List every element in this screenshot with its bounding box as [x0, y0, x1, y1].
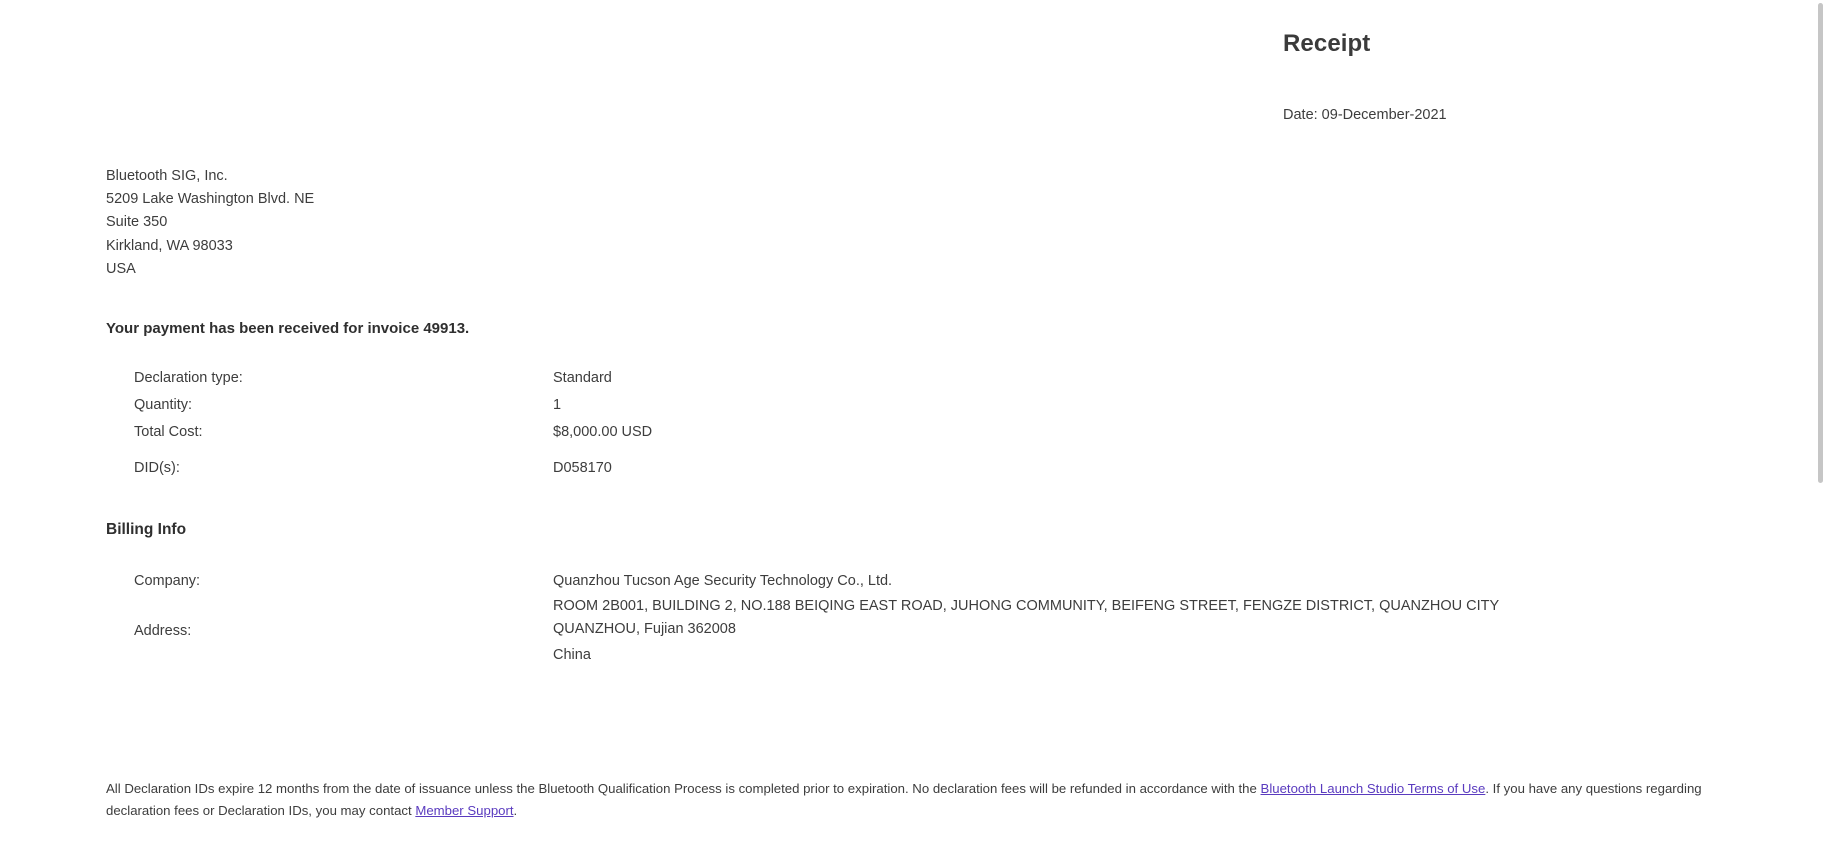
page-title: Receipt — [1283, 30, 1371, 58]
declaration-details-table — [134, 365, 652, 482]
sender-line-4: Kirkland, WA 98033 — [106, 237, 233, 254]
footer-text-2: . If you have any questions regarding declaration fees or Declaration IDs, you may contact — [106, 781, 1702, 818]
vertical-scrollbar[interactable] — [1817, 0, 1824, 855]
table-row — [134, 455, 652, 482]
address-label: Address: — [134, 622, 192, 639]
declaration-type-label: Declaration type: — [134, 370, 243, 386]
table-row — [134, 365, 652, 392]
address-spacer-label — [134, 595, 553, 618]
billing-info-heading: Billing Info — [106, 521, 187, 538]
footer-text-1: All Declaration IDs expire 12 months from the date of issuance unless the Bluetooth Qualification Process is completed prior to expiration. No declaration fees will be refunded in accordance with the — [106, 781, 1261, 796]
table-row — [134, 595, 1499, 618]
payment-statement: Your payment has been received for invoice 49913. — [106, 320, 470, 337]
company-value: Quanzhou Tucson Age Security Technology Co., Ltd. — [553, 573, 893, 589]
footer-disclaimer — [106, 778, 1744, 822]
receipt-date: Date: 09-December-2021 — [1283, 107, 1447, 123]
sender-address-block — [106, 165, 314, 281]
table-spacer-row — [134, 446, 652, 455]
sender-line-2: 5209 Lake Washington Blvd. NE — [106, 191, 315, 208]
sender-line-1: Bluetooth SIG, Inc. — [106, 168, 228, 184]
address-line-2: QUANZHOU, Fujian 362008 — [553, 620, 736, 637]
footer-text-3: . — [513, 803, 518, 818]
table-row — [134, 392, 652, 419]
address-line-3: China — [553, 647, 591, 663]
quantity-value: 1 — [553, 397, 562, 413]
total-cost-label: Total Cost: — [134, 424, 203, 440]
spacer-cell — [553, 446, 652, 455]
table-row — [134, 419, 652, 446]
table-row — [134, 618, 1499, 645]
quantity-label: Quantity: — [134, 397, 193, 413]
vertical-scrollbar-thumb[interactable] — [1818, 3, 1823, 483]
member-support-link[interactable]: Member Support — [415, 803, 514, 818]
billing-info-table — [134, 568, 1499, 667]
total-cost-value: $8,000.00 USD — [553, 424, 653, 440]
bluetooth-launch-studio-terms-link[interactable]: Bluetooth Launch Studio Terms of Use — [1260, 781, 1486, 796]
table-row — [134, 644, 1499, 667]
spacer-cell — [134, 446, 553, 455]
did-value: D058170 — [553, 460, 612, 476]
address-line-1: ROOM 2B001, BUILDING 2, NO.188 BEIQING EAST ROAD, JUHONG COMMUNITY, BEIFENG STREET, FENGZE DISTRICT, QUANZHOU CITY — [553, 597, 1500, 614]
declaration-type-value: Standard — [553, 370, 612, 386]
sender-line-3: Suite 350 — [106, 214, 168, 231]
table-row — [134, 568, 1499, 595]
did-label: DID(s): — [134, 460, 180, 476]
sender-line-5: USA — [106, 260, 136, 277]
address-spacer-label-2 — [134, 644, 553, 667]
company-label: Company: — [134, 573, 201, 589]
